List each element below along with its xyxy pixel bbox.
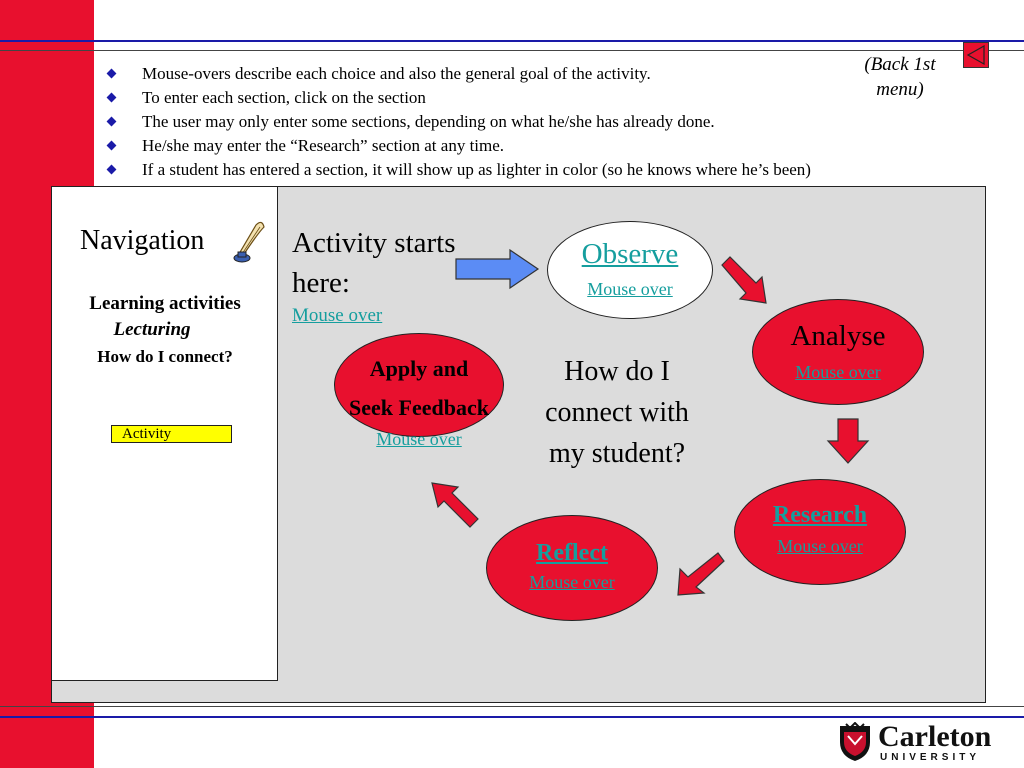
diamond-bullet-icon — [107, 117, 117, 127]
carleton-logo-subtext: UNIVERSITY — [880, 752, 981, 763]
apply-node[interactable] — [334, 333, 504, 449]
bottom-rule — [0, 716, 1024, 718]
research-node[interactable] — [734, 479, 906, 585]
top-rule — [0, 40, 1024, 42]
activity-button[interactable]: Activity — [111, 425, 232, 443]
how-connect-label: How do I connect? — [97, 347, 233, 366]
reflect-node[interactable] — [486, 515, 658, 621]
center-question: How do I connect with my student? — [545, 356, 689, 469]
diamond-bullet-icon — [107, 165, 117, 175]
back-triangle-icon — [964, 43, 988, 67]
observe-mouse-over-link[interactable]: Mouse over — [587, 279, 673, 299]
activity-start-heading: Activity starts here: — [292, 227, 456, 299]
reflect-mouse-over-link[interactable]: Mouse over — [529, 572, 615, 592]
start-arrow-icon — [454, 248, 540, 290]
arrow-reflect-to-apply-icon — [428, 481, 484, 531]
arrow-research-to-reflect-icon — [674, 549, 726, 599]
reflect-label[interactable]: Reflect — [536, 540, 608, 566]
diamond-bullet-icon — [107, 93, 117, 103]
analyse-node[interactable] — [752, 299, 924, 405]
research-mouse-over-link[interactable]: Mouse over — [777, 536, 863, 556]
observe-node[interactable] — [547, 221, 713, 319]
diamond-bullet-icon — [107, 141, 117, 151]
carleton-crest-icon — [838, 722, 872, 762]
research-label[interactable]: Research — [772, 502, 868, 528]
analyse-label: Analyse — [790, 320, 886, 352]
back-button[interactable] — [963, 42, 989, 68]
arrow-observe-to-analyse-icon — [716, 255, 772, 305]
start-mouse-over-link[interactable]: Mouse over — [292, 305, 383, 326]
apply-mouse-over-link[interactable]: Mouse over — [376, 429, 462, 449]
instruction-item: To enter each section, click on the section — [104, 86, 1014, 110]
apply-label-line1: Apply and — [369, 356, 469, 381]
arrow-analyse-to-research-icon — [826, 417, 870, 465]
instruction-item: Mouse-overs describe each choice and also the general goal of the activity. — [104, 62, 1014, 86]
analyse-mouse-over-link[interactable]: Mouse over — [795, 362, 881, 382]
top-rule-thin — [0, 50, 1024, 51]
navigation-panel — [52, 187, 278, 681]
learning-activities-label: Learning activities — [89, 293, 241, 314]
navigation-title: Navigation — [80, 225, 205, 256]
instruction-item: If a student has entered a section, it will show up as lighter in color (so he knows where he’s been) — [104, 158, 1014, 182]
lecturing-label: Lecturing — [113, 319, 191, 340]
observe-label[interactable]: Observe — [581, 238, 679, 270]
apply-label-line2: Seek Feedback — [349, 395, 489, 420]
activity-canvas — [51, 186, 986, 703]
back-label: (Back 1st menu) — [864, 54, 936, 100]
bottom-rule-thin — [0, 706, 1024, 707]
instruction-item: The user may only enter some sections, depending on what he/she has already done. — [104, 110, 1014, 134]
carleton-logo-text: Carleton — [878, 720, 992, 753]
quill-inkwell-icon — [228, 217, 268, 265]
instruction-item: He/she may enter the “Research” section at any time. — [104, 134, 1014, 158]
diamond-bullet-icon — [107, 69, 117, 79]
